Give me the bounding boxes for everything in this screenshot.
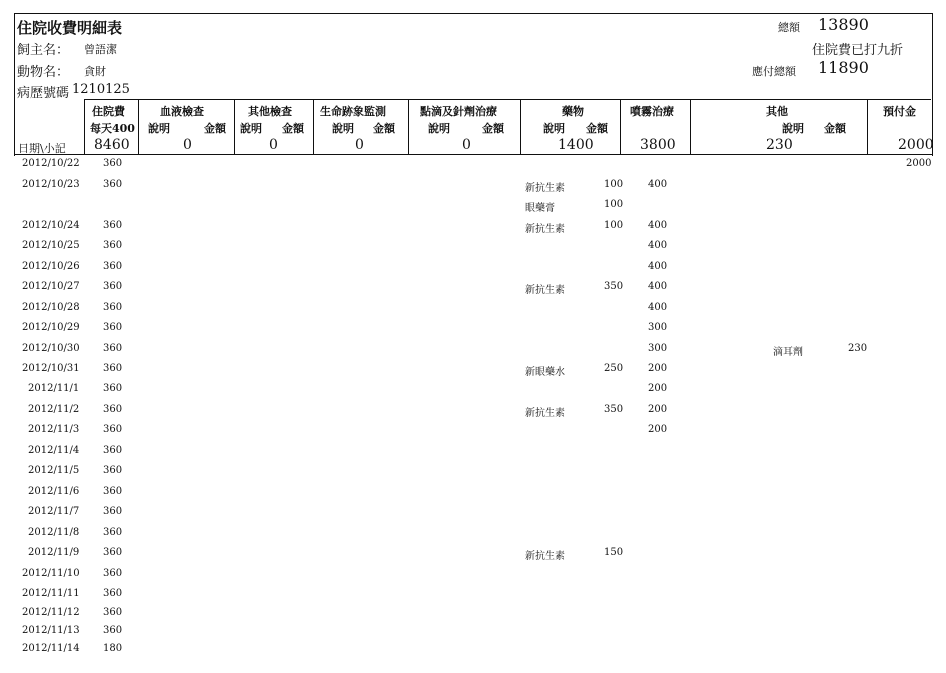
- payable-value: 11890: [818, 58, 869, 77]
- column-header-top-line: [84, 99, 931, 100]
- row-medicine-desc: 新抗生素: [525, 408, 565, 419]
- vitals-header: 生命跡象監測: [320, 105, 386, 118]
- table-row: [0, 322, 946, 338]
- row-medicine-desc: 新抗生素: [525, 285, 565, 296]
- row-medicine-amount: 350: [604, 281, 624, 292]
- owner-label: 飼主名：: [17, 43, 70, 58]
- row-date: 2012/11/12: [22, 607, 80, 618]
- subtotal-iv: 0: [462, 137, 471, 153]
- subtotal-deposit: 2000: [898, 137, 934, 153]
- other-desc-header: 說明: [782, 122, 804, 135]
- table-row: [0, 240, 946, 256]
- animal-name: 貪財: [84, 65, 106, 78]
- iv-desc-header: 說明: [428, 122, 450, 135]
- row-hosp-fee: 360: [103, 588, 123, 599]
- row-nebulizer-amount: 400: [648, 179, 668, 190]
- row-hosp-fee: 360: [103, 424, 123, 435]
- hosp-fee-header: 住院費: [92, 105, 125, 118]
- row-hosp-fee: 360: [103, 383, 123, 394]
- subtotal-hosp: 8460: [94, 137, 130, 153]
- table-row: [0, 179, 946, 195]
- row-hosp-fee: 360: [103, 404, 123, 415]
- row-hosp-fee: 360: [103, 547, 123, 558]
- row-date: 2012/11/10: [22, 568, 80, 579]
- row-date: 2012/11/9: [28, 547, 80, 558]
- medicine-desc-header: 說明: [543, 122, 565, 135]
- table-row: [0, 568, 946, 584]
- row-hosp-fee: 360: [103, 465, 123, 476]
- payable-label: 應付總額: [752, 65, 796, 78]
- row-medicine-amount: 350: [604, 404, 624, 415]
- row-hosp-fee: 360: [103, 240, 123, 251]
- row-nebulizer-amount: 400: [648, 220, 668, 231]
- blood-desc-header: 說明: [148, 122, 170, 135]
- other-amount-header: 金額: [824, 122, 846, 135]
- row-medicine-amount: 150: [604, 547, 624, 558]
- table-row: [0, 404, 946, 420]
- row-hosp-fee: 360: [103, 568, 123, 579]
- table-row: [0, 343, 946, 359]
- other-exam-header: 其他檢查: [248, 105, 292, 118]
- iv-header: 點滴及針劑治療: [420, 105, 497, 118]
- table-row: [0, 363, 946, 379]
- discount-note: 住院費已打九折: [812, 43, 904, 58]
- row-nebulizer-amount: 400: [648, 302, 668, 313]
- col-divider: [234, 99, 235, 154]
- record-number: 1210125: [72, 82, 130, 97]
- table-row: [0, 506, 946, 522]
- other-header: 其他: [766, 105, 788, 118]
- col-divider: [408, 99, 409, 154]
- table-row: [0, 486, 946, 502]
- table-row: [0, 588, 946, 604]
- subtotal-nebulizer: 3800: [640, 137, 676, 153]
- row-date: 2012/10/31: [22, 363, 80, 374]
- col-divider: [620, 99, 621, 154]
- table-row: [0, 199, 946, 215]
- table-row: [0, 625, 946, 641]
- table-row: [0, 607, 946, 623]
- owner-name: 曾語潔: [84, 43, 117, 56]
- animal-label: 動物名：: [17, 65, 70, 80]
- total-label: 總額: [778, 21, 800, 34]
- row-other-desc: 滴耳劑: [773, 347, 803, 358]
- row-hosp-fee: 360: [103, 281, 123, 292]
- row-hosp-fee: 360: [103, 625, 123, 636]
- col-divider: [867, 99, 868, 154]
- subtotal-other-exam: 0: [269, 137, 278, 153]
- row-date: 2012/11/14: [22, 643, 80, 654]
- column-header-bottom-line: [14, 154, 932, 155]
- table-row: [0, 465, 946, 481]
- row-nebulizer-amount: 300: [648, 343, 668, 354]
- row-date: 2012/11/8: [28, 527, 80, 538]
- row-medicine-desc: 新抗生素: [525, 183, 565, 194]
- row-medicine-amount: 250: [604, 363, 624, 374]
- table-row: [0, 643, 946, 659]
- row-medicine-desc: 新眼藥水: [525, 367, 565, 378]
- row-hosp-fee: 360: [103, 445, 123, 456]
- row-nebulizer-amount: 400: [648, 240, 668, 251]
- row-medicine-amount: 100: [604, 220, 624, 231]
- row-hosp-fee: 360: [103, 343, 123, 354]
- row-date: 2012/11/3: [28, 424, 80, 435]
- row-medicine-amount: 100: [604, 199, 624, 210]
- col-divider: [313, 99, 314, 154]
- table-row: [0, 281, 946, 297]
- row-hosp-fee: 360: [103, 506, 123, 517]
- row-hosp-fee: 360: [103, 179, 123, 190]
- document-title: 住院收費明細表: [17, 19, 123, 37]
- row-date: 2012/10/28: [22, 302, 80, 313]
- other-exam-amount-header: 金額: [282, 122, 304, 135]
- table-row: [0, 547, 946, 563]
- row-date: 2012/10/27: [22, 281, 80, 292]
- row-hosp-fee: 360: [103, 220, 123, 231]
- row-date: 2012/10/25: [22, 240, 80, 251]
- row-medicine-desc: 新抗生素: [525, 224, 565, 235]
- row-nebulizer-amount: 300: [648, 322, 668, 333]
- record-label: 病歷號碼: [17, 86, 70, 101]
- row-date: 2012/10/26: [22, 261, 80, 272]
- row-date: 2012/10/23: [22, 179, 80, 190]
- row-date: 2012/10/30: [22, 343, 80, 354]
- iv-amount-header: 金額: [482, 122, 504, 135]
- row-hosp-fee: 360: [103, 363, 123, 374]
- row-nebulizer-amount: 200: [648, 383, 668, 394]
- row-medicine-desc: 新抗生素: [525, 551, 565, 562]
- row-nebulizer-amount: 400: [648, 281, 668, 292]
- table-row: [0, 383, 946, 399]
- row-hosp-fee: 360: [103, 302, 123, 313]
- deposit-header: 預付金: [883, 105, 916, 118]
- total-value: 13890: [818, 15, 869, 34]
- table-row: [0, 424, 946, 440]
- subtotal-vitals: 0: [355, 137, 364, 153]
- row-hosp-fee: 360: [103, 261, 123, 272]
- table-row: [0, 445, 946, 461]
- row-nebulizer-amount: 400: [648, 261, 668, 272]
- row-hosp-fee: 360: [103, 607, 123, 618]
- row-date: 2012/10/24: [22, 220, 80, 231]
- medicine-header: 藥物: [562, 105, 584, 118]
- row-hosp-fee: 180: [103, 643, 123, 654]
- row-date: 2012/11/6: [28, 486, 80, 497]
- col-divider: [690, 99, 691, 154]
- row-other-amount: 230: [848, 343, 868, 354]
- vitals-amount-header: 金額: [373, 122, 395, 135]
- row-date: 2012/11/2: [28, 404, 80, 415]
- table-row: [0, 527, 946, 543]
- row-hosp-fee: 360: [103, 527, 123, 538]
- vitals-desc-header: 說明: [332, 122, 354, 135]
- col-divider: [138, 99, 139, 154]
- blood-test-header: 血液檢查: [160, 105, 204, 118]
- table-row: [0, 261, 946, 277]
- col-divider: [520, 99, 521, 154]
- date-subtotal-header: 日期\小記: [18, 142, 66, 155]
- row-date: 2012/11/7: [28, 506, 80, 517]
- table-row: [0, 220, 946, 236]
- row-date: 2012/11/11: [22, 588, 80, 599]
- row-date: 2012/10/29: [22, 322, 80, 333]
- table-row: [0, 302, 946, 318]
- row-hosp-fee: 360: [103, 486, 123, 497]
- row-nebulizer-amount: 200: [648, 424, 668, 435]
- row-nebulizer-amount: 200: [648, 404, 668, 415]
- row-date: 2012/10/22: [22, 158, 80, 169]
- row-date: 2012/11/5: [28, 465, 80, 476]
- row-hosp-fee: 360: [103, 322, 123, 333]
- row-deposit: 2000: [906, 158, 932, 169]
- other-exam-desc-header: 說明: [240, 122, 262, 135]
- col-divider: [84, 99, 85, 154]
- row-date: 2012/11/4: [28, 445, 80, 456]
- row-date: 2012/11/1: [28, 383, 80, 394]
- row-nebulizer-amount: 200: [648, 363, 668, 374]
- row-medicine-desc: 眼藥膏: [525, 203, 555, 214]
- hosp-rate-header: 每天400: [90, 122, 135, 135]
- subtotal-medicine: 1400: [558, 137, 594, 153]
- subtotal-blood: 0: [183, 137, 192, 153]
- nebulizer-header: 噴霧治療: [630, 105, 674, 118]
- medicine-amount-header: 金額: [586, 122, 608, 135]
- table-row: [0, 158, 946, 174]
- row-hosp-fee: 360: [103, 158, 123, 169]
- blood-amount-header: 金額: [204, 122, 226, 135]
- subtotal-other: 230: [766, 137, 793, 153]
- row-date: 2012/11/13: [22, 625, 80, 636]
- row-medicine-amount: 100: [604, 179, 624, 190]
